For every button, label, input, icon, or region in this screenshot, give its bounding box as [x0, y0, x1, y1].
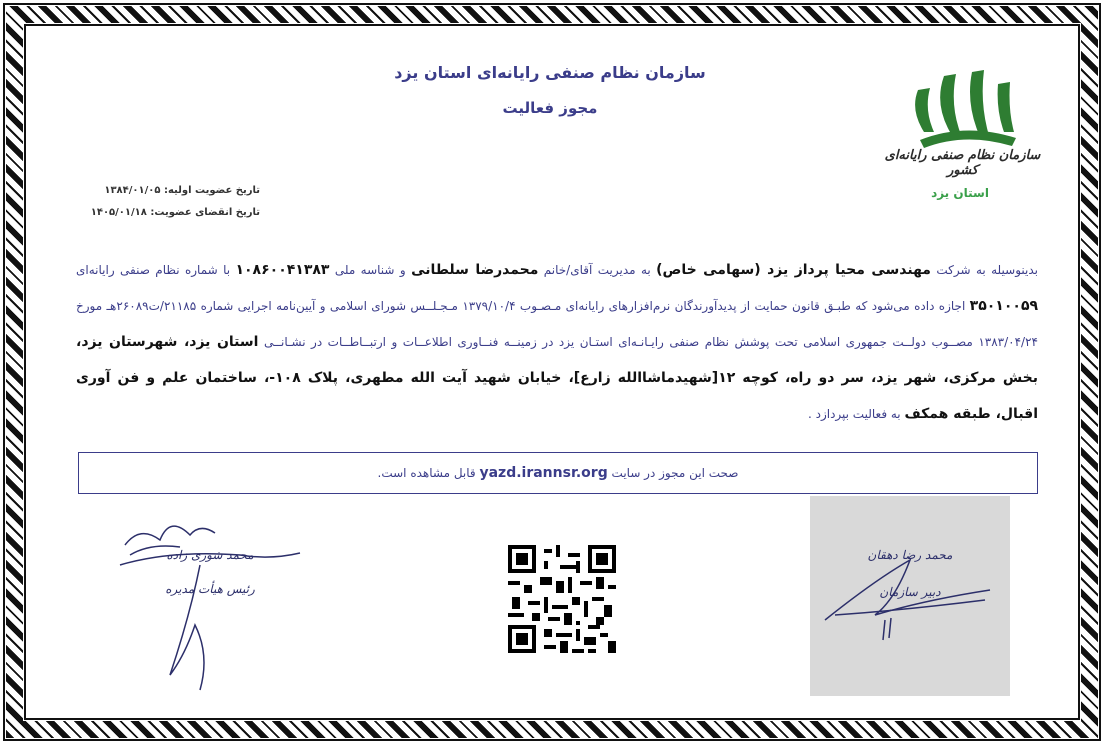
- membership-dates: [70, 180, 260, 224]
- chairman-name: محمد شوری زاده: [166, 548, 254, 562]
- address: استان یزد، شهرستان یزد، بخش مرکزی، شهر یزد، سر دو راه، کوچه ۱۲[شهیدماشاالله زارع]، خیابان شهید آیت الله مطهری، پلاک ۱۰۸-، ساختمان علم و فن آوری اقبال، طبقه همکف: [76, 334, 1038, 422]
- membership-expiry-date: تاریخ انقضای عضویت: ۱۴۰۵/۰۱/۱۸: [90, 207, 260, 218]
- body-text-4: با شماره نظام صنفی رایانه‌ای: [76, 263, 236, 277]
- logo-province: استان یزد: [931, 186, 989, 200]
- verify-site-link[interactable]: yazd.irannsr.org: [479, 465, 608, 481]
- verify-text-post: قابل مشاهده است.: [377, 466, 480, 480]
- national-id: ۱۰۸۶۰۰۴۱۳۸۳: [235, 262, 330, 278]
- company-name: مهندسی محیا پرداز یزد (سهامی خاص): [656, 262, 931, 278]
- secretary-title: دبیر سازمان: [879, 585, 941, 599]
- verify-text-pre: صحت این مجوز در سایت: [607, 466, 739, 480]
- membership-start-date: تاریخ عضویت اولیه: ۱۳۸۴/۰۱/۰۵: [104, 185, 260, 196]
- chairman-title: رئیس هیأت مدیره: [165, 582, 255, 596]
- body-text-2: به مدیریت آقای/خانم: [538, 263, 657, 277]
- body-text-3: و شناسه ملی: [329, 263, 412, 277]
- logo-text: سازمان نظام صنفی رایانه‌ای کشور: [884, 148, 1041, 178]
- certificate-title: مجوز فعالیت: [502, 99, 598, 117]
- guild-number: ۳۵۰۱۰۰۵۹: [969, 298, 1039, 314]
- organization-title: سازمان نظام صنفی رایانه‌ای استان یزد: [394, 63, 706, 82]
- body-text-6: به فعالیت بپردازد .: [807, 407, 905, 421]
- verification-box: [78, 452, 1038, 494]
- secretary-name: محمد رضا دهقان: [867, 548, 953, 562]
- body-text-5: اجازه داده می‌شود که طبـق قانون حمایت از پدیدآورندگان نرم‌افزارهای رایانه‌ای مـصـوب ۱۳۷۹/۱۰/۴ مـجـلــس شورای اسلامی و آیین‌نامه اجرایی شماره ۲۱۱۸۵/ت۲۶۰۸۹هـ مورخ ۱۳۸۳/۰۴/۲۴ مصــوب دولــت جمهوری اسلامی تحت پوشش نظام صنفی رایـانـه‌ای استـان یزد در زمینــه فنــاوری اطلاعــات و ارتبــاطــات در نشـانــی: [76, 299, 1038, 349]
- certificate-body: [76, 252, 1038, 432]
- chairman-signature-icon: [100, 505, 330, 705]
- qr-code-icon: [508, 545, 616, 653]
- manager-name: محمدرضا سلطانی: [411, 262, 539, 278]
- body-text-1: بدینوسیله به شرکت: [930, 263, 1038, 277]
